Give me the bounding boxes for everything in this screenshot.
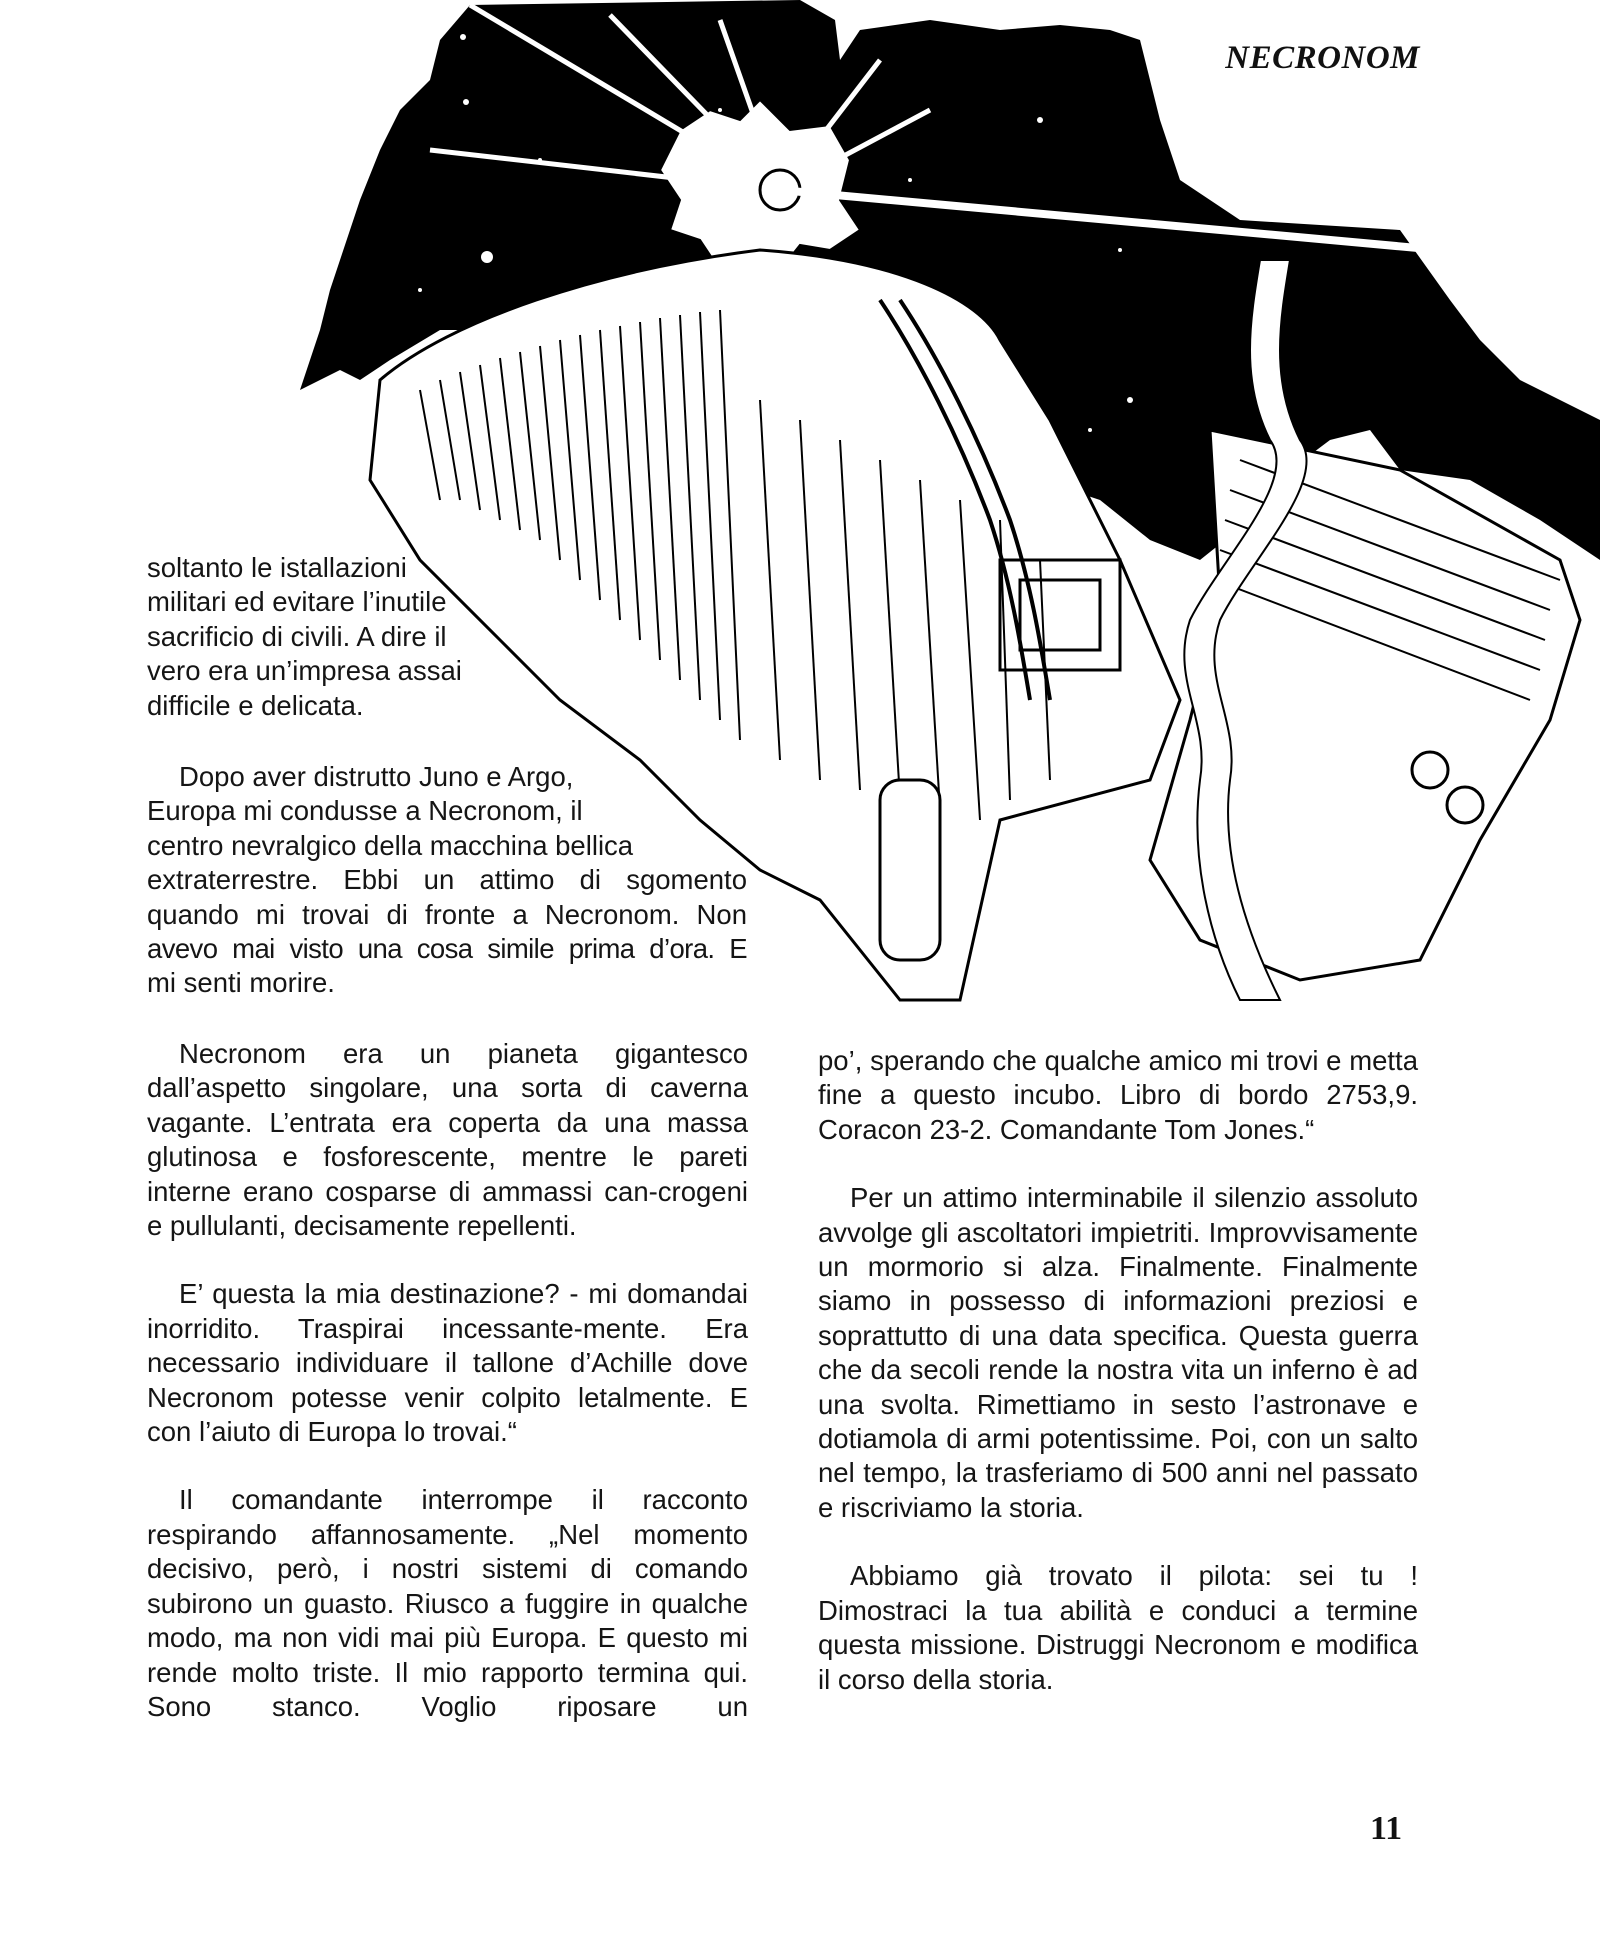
wrap-paragraph-2	[147, 760, 747, 1001]
paragraph: E’ questa la mia destinazione? - mi domandai inorridito. Traspirai incessante-mente. Era necessario individuare il tallone d’Achille dove Necronom potesse venir colpito letalmente. E con l’aiuto di Europa lo trovai.“	[147, 1278, 748, 1448]
text-line: centro nevralgico della macchina bellica	[147, 829, 634, 861]
page-number: 11	[1370, 1810, 1403, 1847]
column-right	[818, 1044, 1418, 1731]
text-line: vero era un’impresa assai	[147, 655, 462, 687]
text-line: difficile e delicata.	[147, 689, 364, 721]
text-line: militari ed evitare l’inutile	[147, 586, 447, 618]
paragraph: po’, sperando che qualche amico mi trovi e metta fine a questo incubo. Libro di bordo 2753,9. Coracon 23-2. Comandante Tom Jones.“	[818, 1045, 1418, 1145]
text-line: Europa mi condusse a Necronom, il	[147, 795, 583, 827]
paragraph: Abbiamo già trovato il pilota: sei tu ! Dimostraci la tua abilità e conduci a termine questa missione. Distruggi Necronom e modifica il corso della storia.	[818, 1560, 1418, 1695]
column-left	[147, 1037, 748, 1758]
text-line: soltanto le istallazioni	[147, 552, 407, 583]
running-head: NECRONOM	[1225, 40, 1420, 76]
paragraph: Necronom era un pianeta gigantesco dall’aspetto singolare, una sorta di caverna vagante. L’entrata era coperta da una massa glutinosa e fosforescente, mentre le pareti interne erano cosparse di ammassi can-crogeni e pullulanti, decisamente repellenti.	[147, 1038, 748, 1242]
text-line: extraterrestre. Ebbi un attimo di sgomento	[147, 864, 747, 896]
wrap-paragraph-1	[147, 551, 477, 723]
text-line: sacrificio di civili. A dire il	[147, 620, 447, 652]
text-line: avevo mai visto una cosa simile prima d’ora. E	[147, 933, 747, 965]
paragraph: Per un attimo interminabile il silenzio assoluto avvolge gli ascoltatori impietriti. Improvvisamente un mormorio si alza. Finalmente. Finalmente siamo in possesso di informazioni preziosi e soprattutto di una data specifica. Questa guerra che da secoli rende la nostra vita un inferno è ad una svolta. Rimettiamo in sesto l’astronave e dotiamola di armi potentissime. Poi, con un salto nel tempo, la trasferiamo di 500 anni nel passato e riscriviamo la storia.	[818, 1182, 1418, 1523]
paragraph: Il comandante interrompe il racconto respirando affannosamente. „Nel momento decisivo, però, i nostri sistemi di comando subirono un guasto. Riusco a fuggire in qualche modo, ma non vidi mai più Europa. E questo mi rende molto triste. Il mio rapporto termina qui. Sono stanco. Voglio riposare un	[147, 1484, 748, 1722]
text-line: mi senti morire.	[147, 967, 335, 999]
text-line: Dopo aver distrutto Juno e Argo,	[179, 761, 574, 792]
text-line: quando mi trovai di fronte a Necronom. Non	[147, 898, 747, 930]
